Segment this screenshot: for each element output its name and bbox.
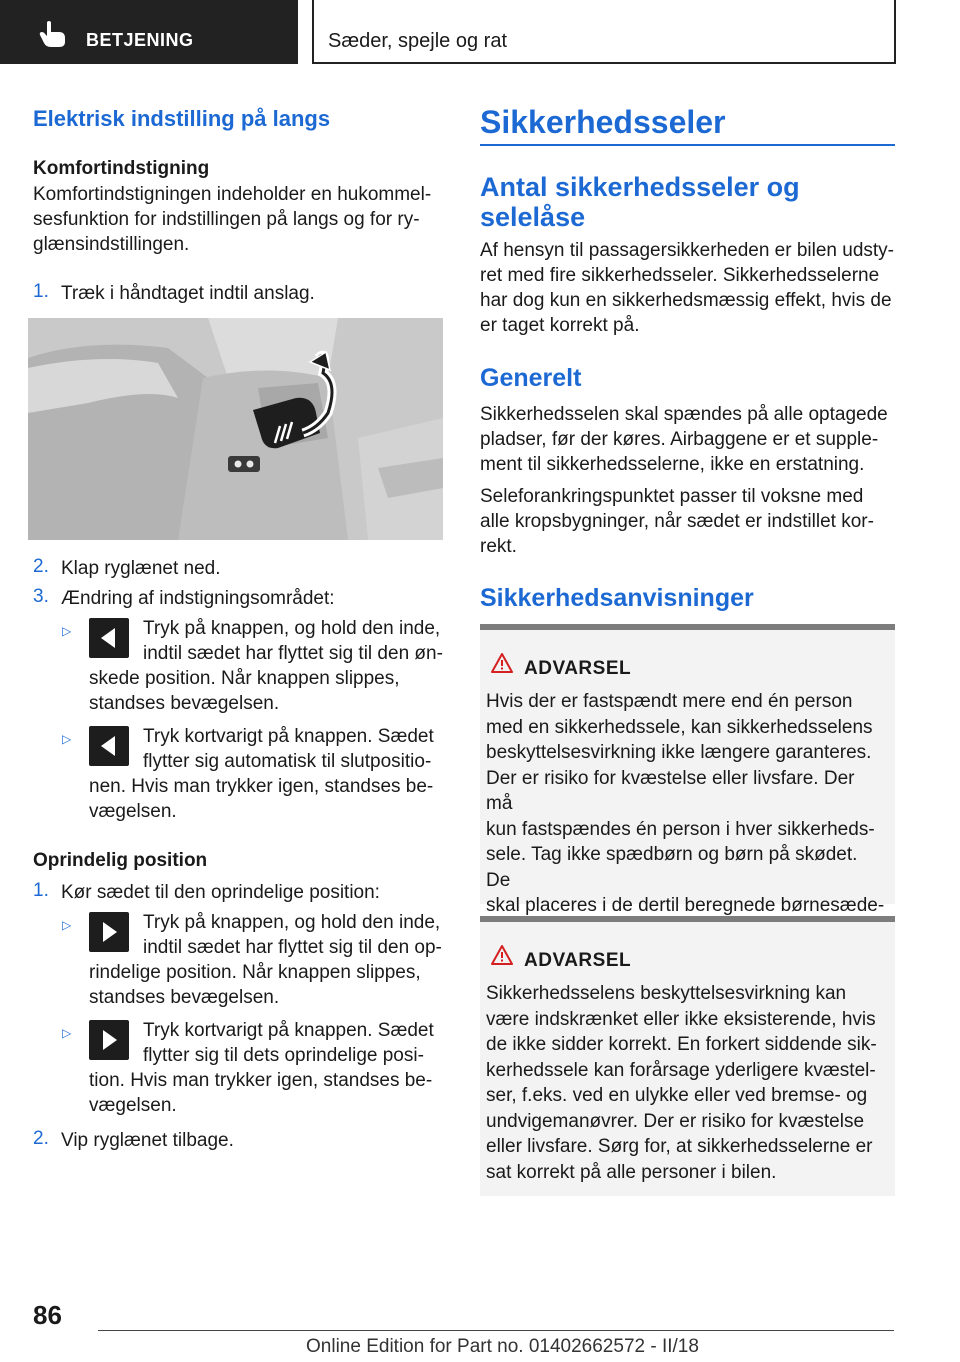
step-text: Ændring af indstigningsområdet: <box>61 588 335 609</box>
heading-sikkerhedsanvisninger: Sikkerhedsanvisninger <box>480 584 754 612</box>
title-divider <box>480 144 895 146</box>
heading-antal: Antal sikkerhedsseler og selelåse <box>480 172 800 232</box>
bullet-text: Tryk på knappen, og hold den inde, indtil sædet har flyttet sig til den op- rindelige position. Når knappen slippes, standses bevægelsen. <box>89 912 442 1008</box>
step-text: Klap ryglænet ned. <box>61 558 221 579</box>
paragraph-generelt-2: Seleforankringspunktet passer til voksne med alle kropsbygninger, når sædet er indstillet kor- rekt. <box>480 486 874 557</box>
bullet-arrow-icon: ▷ <box>62 624 72 638</box>
bullet-arrow-icon: ▷ <box>62 1026 72 1040</box>
bullet-arrow-icon: ▷ <box>62 918 72 932</box>
page-title: Sikkerhedsseler <box>480 104 726 140</box>
seat-lever-illustration <box>28 318 443 540</box>
step-text: Træk i håndtaget indtil anslag. <box>61 283 315 304</box>
section-tab <box>0 0 298 64</box>
subheading-oprindelig: Oprindelig position <box>33 850 208 871</box>
step-number: 3. <box>33 586 49 607</box>
warning-text: Sikkerhedsselens beskyttelsesvirkning kan være indskrænket eller ikke eksisterende, hvis de ikke sidder korrekt. En forkert siddende sik- kerhedssele kan forårsage yderligere kvæstel- ser, f.eks. ved en ulykke eller ved bremse- og undvigemanøvrer. Der er risiko for kvæstelse eller livsfare. Sørg for, at sikkerhedsselerne er sat korrekt på alle personer i bilen. <box>486 983 877 1183</box>
warning-title: ADVARSEL <box>524 658 632 679</box>
chapter-header <box>312 0 896 64</box>
footer-divider <box>98 1330 894 1331</box>
warning-title: ADVARSEL <box>524 950 632 971</box>
warning-box <box>480 624 895 916</box>
heading-generelt: Generelt <box>480 364 582 392</box>
step-text: Vip ryglænet tilbage. <box>61 1130 234 1151</box>
section-tab-label: BETJENING <box>86 30 194 50</box>
paragraph-antal: Af hensyn til passagersikkerheden er bilen udsty- ret med fire sikkerhedsseler. Sikkerhedsselerne har dog kun en sikkerhedsmæssig effekt, hvis de er taget korrekt på. <box>480 240 895 336</box>
warning-triangle-icon <box>490 652 514 674</box>
bullet-arrow-icon: ▷ <box>62 732 72 746</box>
step-text: Kør sædet til den oprindelige position: <box>61 882 380 903</box>
step-number: 2. <box>33 1128 49 1149</box>
section-heading: Elektrisk indstilling på langs <box>33 106 331 131</box>
subheading-komfort: Komfortindstigning <box>33 158 210 179</box>
warning-text: Hvis der er fastspændt mere end én person med en sikkerhedssele, kan sikkerhedsselens beskyttelsesvirkning ikke længere garanteres. Der er risiko for kvæstelse eller livsfare. Der må kun fastspændes én person i hver sikkerheds- sele. Tag ikke spædbørn og børn på skødet. De skal placeres i de dertil beregnede børnesæde- <box>486 691 885 916</box>
warning-box <box>480 916 895 1196</box>
step-number: 2. <box>33 556 49 577</box>
bullet-text: Tryk kortvarigt på knappen. Sædet flytter sig automatisk til slutpositio- nen. Hvis man trykker igen, standses be- vægelsen. <box>89 726 434 822</box>
chapter-title: Sæder, spejle og rat <box>328 30 507 52</box>
step-number: 1. <box>33 880 49 901</box>
edition-note: Online Edition for Part no. 01402662572 - II/18 <box>306 1336 699 1357</box>
bullet-text: Tryk på knappen, og hold den inde, indtil sædet har flyttet sig til den øn- skede position. Når knappen slippes, standses bevægelsen. <box>89 618 443 714</box>
warning-triangle-icon <box>490 944 514 966</box>
step-number: 1. <box>33 281 49 302</box>
hand-pointer-icon <box>38 20 68 48</box>
intro-paragraph: Komfortindstigningen indeholder en hukommel- sesfunktion for indstillingen på langs og for ry- glænsindstillingen. <box>33 184 432 255</box>
bullet-text: Tryk kortvarigt på knappen. Sædet flytter sig til dets oprindelige posi- tion. Hvis man trykker igen, standses be- vægelsen. <box>89 1020 434 1116</box>
page-number: 86 <box>33 1300 62 1330</box>
paragraph-generelt-1: Sikkerhedsselen skal spændes på alle optagede pladser, før der køres. Airbaggene er et supple- ment til sikkerhedsselerne, ikke en erstatning. <box>480 404 888 475</box>
